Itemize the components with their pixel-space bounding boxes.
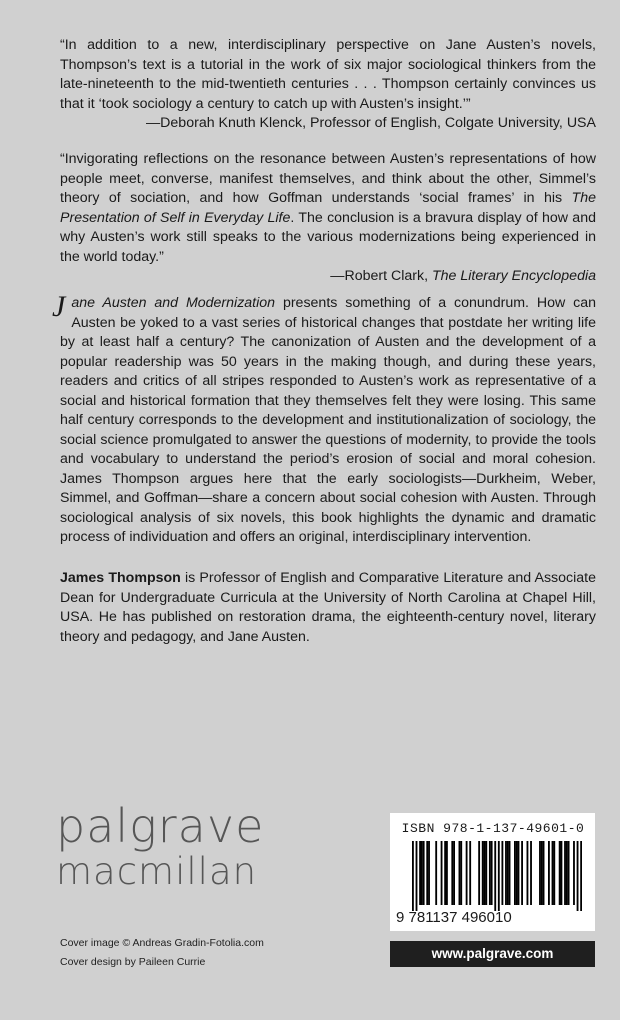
review-quote-1-attribution: —Deborah Knuth Klenck, Professor of English, Colgate University, USA [145, 115, 596, 131]
barcode-bar [505, 841, 507, 905]
barcode-bar [561, 841, 563, 905]
barcode-bar [509, 841, 511, 905]
barcode-bar [478, 841, 480, 905]
barcode-bar [539, 841, 541, 905]
cover-credits [60, 934, 264, 972]
barcode-bar [428, 841, 430, 905]
barcode-bar [516, 841, 518, 905]
author-bio [60, 569, 596, 647]
barcode-bar [453, 841, 455, 905]
barcode-bar [466, 841, 468, 905]
review-quote-2-attribution-name: —Robert Clark, [330, 268, 432, 284]
review-quote-2-attribution-source: The Literary Encyclopedia [431, 268, 596, 284]
barcode-bar [444, 841, 446, 905]
description-book-title: ane Austen and Modernization [71, 295, 276, 311]
barcode-bar [568, 841, 570, 905]
publisher-url[interactable]: www.palgrave.com [390, 941, 595, 967]
barcode-bar [423, 841, 425, 905]
barcode-bar [412, 841, 414, 911]
barcode-bar [530, 841, 532, 905]
review-quote-2-text [60, 150, 596, 267]
review-quote-2-text-after: . The conclusion is a bravura display of how and why Austen’s work still speaks to the various modernizations being experienced in the world today.” [60, 209, 596, 265]
publisher-logo-line1: palgrave [56, 799, 265, 853]
isbn-barcode [390, 813, 595, 931]
description-dropcap: J [52, 290, 66, 323]
barcode-bar [421, 841, 423, 905]
barcode-bar [460, 841, 462, 905]
cover-image-credit: Cover image © Andreas Gradin-Fotolia.com [60, 937, 264, 949]
barcode-bar [518, 841, 520, 905]
isbn-label: ISBN 978-1-137-49601-0 [401, 821, 585, 836]
barcode-bar [521, 841, 523, 905]
barcode-bar [501, 841, 503, 905]
barcode-bar [514, 841, 516, 905]
publisher-logo [56, 799, 286, 894]
barcode-bars [412, 841, 582, 911]
barcode-bar [573, 841, 575, 905]
review-quote-1 [60, 36, 596, 134]
author-name: James Thompson [60, 570, 181, 586]
barcode-bar [494, 841, 496, 911]
barcode-bar [541, 841, 543, 905]
barcode-bar [552, 841, 554, 905]
author-bio-text: is Professor of English and Comparative Literature and Associate Dean for Undergraduate Curricula at the University of North Carolina at Chapel Hill, USA. He has published on restoration drama, the eighteenth-century novel, literary theory and pedagogy, and Jane Austen. [60, 570, 597, 645]
barcode-bar [566, 841, 568, 905]
book-description [52, 290, 596, 548]
barcode-bar [527, 841, 529, 905]
barcode-bar [564, 841, 566, 905]
barcode-bar [459, 841, 461, 905]
barcode-bar [553, 841, 555, 905]
barcode-bar [507, 841, 509, 905]
barcode-bar [419, 841, 421, 905]
publisher-logo-line2: macmillan [56, 850, 258, 893]
barcode-bar [489, 841, 491, 905]
barcode-bar [469, 841, 471, 905]
barcode-bar [543, 841, 545, 905]
barcode-bar [441, 841, 443, 905]
barcode-bar [577, 841, 579, 911]
barcode-bar [426, 841, 428, 905]
barcode-bar [498, 841, 500, 911]
barcode-bar [559, 841, 561, 905]
barcode-bar [482, 841, 484, 905]
barcode-bar [485, 841, 487, 905]
review-quote-2-text-before: “Invigorating reflections on the resonance between Austen’s representations of how people meet, converse, manifest themselves, and think about the other, Simmel’s theory of sociation, and how Goffman understands ‘social frames’ in his [60, 151, 596, 206]
barcode-bar [484, 841, 486, 905]
review-quote-2-book-title: The Presentation of Self in Everyday Life [60, 190, 596, 226]
barcode-bar [580, 841, 582, 911]
description-body: presents something of a conundrum. How can Austen be yoked to a vast series of historical changes that postdate her writing life by at least half a century? The canonization of Austen and the development of a popular readership was 50 years in the making though, and during these years, readers and critics of all stripes responded to Austen’s work as representative of a social and historical formation that they themselves felt they were losing. This same half century corresponds to the development and institutionalization of sociology, the social science promulgated to answer the questions of modernity, to provide the tools and vocabulary to understand the period’s erosion of social and moral cohesion. James Thompson argues here that the early sociologists—Durkheim, Weber, Simmel, and Goffman—share a concern about social cohesion with Austen. Through sociological analysis of six novels, this book highlights the dynamic and dramatic process of individuation and offers an original, interdisciplinary intervention. [60, 295, 596, 545]
barcode-bar [435, 841, 437, 905]
barcode-digits: 9 781137 496010 [396, 909, 512, 926]
review-quote-2-attribution [60, 267, 596, 287]
barcode-bar [548, 841, 550, 905]
barcode-bar [491, 841, 493, 905]
barcode-bar [416, 841, 418, 911]
review-quote-2 [60, 150, 596, 287]
review-quote-1-text: “In addition to a new, interdisciplinary perspective on Jane Austen’s novels, Thompson’s text is a tutorial in the work of six major sociological thinkers from the late-nineteenth to the mid-twentieth centuries . . . Thompson certainly convinces us that it ‘took sociology a century to catch up with Austen’s insight.’” [60, 37, 596, 112]
barcode-bar [451, 841, 453, 905]
cover-design-credit: Cover design by Paileen Currie [60, 956, 206, 968]
barcode-bar [446, 841, 448, 905]
